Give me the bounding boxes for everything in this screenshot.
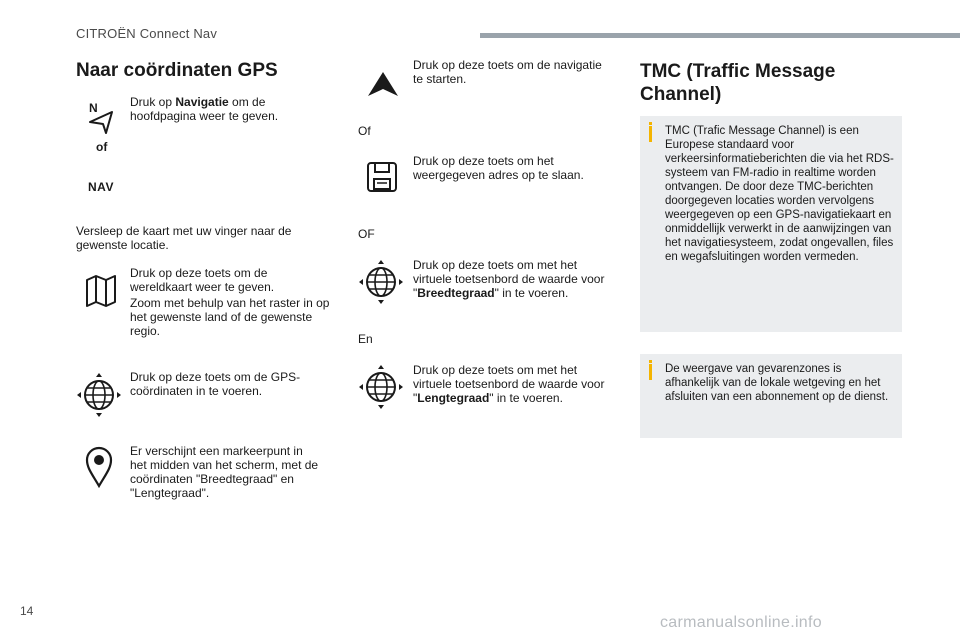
info-icon-2 [649, 360, 652, 363]
or-label-2: Of [358, 124, 371, 138]
info-icon-bar-2 [649, 364, 652, 380]
globe-longitude-icon [358, 364, 404, 410]
navigation-start-icon [366, 70, 400, 98]
info-text-tmc: TMC (Trafic Message Channel) is een Europese standaard voor verkeersinformatieberichten die via het RDS-systeem van FM-radio in realtime worden ontvangen. De door deze TMC-berichten doorgegeven locaties worden vervolgens weergegeven op een GPS-navigatiekaart en onmiddellijk verwerkt in de aanwijzingen van het navigatiesysteem, zodat ongevallen, files en wegafsluitingen worden vermeden. [665, 125, 894, 263]
watermark: carmanualsonline.info [660, 614, 822, 631]
step-start-nav-text: Druk op deze toets om de navigatie te starten. [413, 58, 602, 86]
location-pin-icon [84, 446, 114, 488]
step-save-address-text: Druk op deze toets om het weergegeven adres op te slaan. [413, 154, 584, 182]
info-text-danger-zones: De weergave van gevarenzones is afhankelijk van de lokale wetgeving en het afsluiten van een abonnement op de dienst. [665, 363, 889, 403]
info-box-tmc [640, 116, 902, 332]
svg-text:N: N [89, 101, 98, 115]
north-arrow-icon [86, 100, 116, 134]
section-title-tmc: TMC (Traffic Message Channel) [640, 61, 836, 105]
step-navigatie-text: Druk op Navigatie om de hoofdpagina weer te geven. [130, 95, 279, 123]
globe-icon [76, 372, 122, 418]
running-header: CITROËN Connect Nav [76, 26, 218, 41]
world-map-icon [84, 274, 118, 308]
or-label: of [96, 140, 108, 154]
step-marker-text: Er verschijnt een markeerpunt in het midden van het scherm, met de coördinaten "Breedtegraad" en "Lengtegraad". [130, 444, 319, 500]
step-worldmap-zoom-text: Zoom met behulp van het raster in op het gewenste land of de gewenste regio. [130, 296, 330, 338]
section-title-gps: Naar coördinaten GPS [76, 60, 278, 81]
nav-label: NAV [88, 180, 114, 194]
header-rule [480, 33, 960, 38]
step-gps-coords-text: Druk op deze toets om de GPS-coördinaten in te voeren. [130, 370, 301, 398]
step-longitude-text: Druk op deze toets om met het virtuele toetsenbord de waarde voor "Lengtegraad" in te voeren. [413, 363, 605, 405]
step-worldmap-text: Druk op deze toets om de wereldkaart weer te geven. [130, 266, 275, 294]
info-icon-bar [649, 126, 652, 142]
page-number: 14 [20, 604, 34, 618]
globe-latitude-icon [358, 259, 404, 305]
drag-map-text: Versleep de kaart met uw vinger naar de gewenste locatie. [76, 224, 292, 252]
step-latitude-text: Druk op deze toets om met het virtuele toetsenbord de waarde voor "Breedtegraad" in te voeren. [413, 258, 605, 300]
save-icon [365, 160, 399, 194]
or-label-3: OF [358, 227, 375, 241]
and-label: En [358, 332, 373, 346]
info-box-danger-zones [640, 354, 902, 438]
info-icon [649, 122, 652, 125]
